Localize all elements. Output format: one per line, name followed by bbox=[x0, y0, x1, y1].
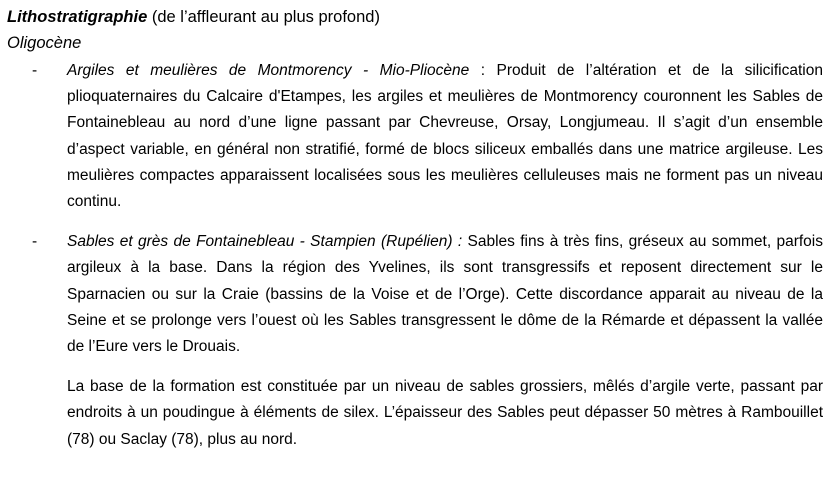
heading-subtitle: (de l’affleurant au plus profond) bbox=[147, 8, 380, 26]
section-heading bbox=[7, 4, 823, 30]
list-item-text: : Produit de l’altération et de la silicification plioquaternaires du Calcaire d'Etampes, les argiles et meulières de Montmorency couronnent les Sables de Fontainebleau au nord d’une ligne passant par Chevreuse, Orsay, Longjumeau. Il s’agit d’un ensemble d’aspect variable, en général non stratifié, formé de blocs siliceux emballés dans une matrice argileuse. Les meulières compactes apparaissent localisées sous les meulières celluleuses mais ne forment pas un niveau continu. bbox=[67, 62, 823, 211]
list-item-paragraph bbox=[67, 229, 823, 360]
list-item-paragraph bbox=[67, 58, 823, 215]
list-item-text: Sables fins à très fins, gréseux au sommet, parfois argileux à la base. Dans la région des Yvelines, ils sont transgressifs et reposent directement sur le Sparnacien ou sur la Craie (bassins de la Voise et de l’Orge). Cette discordance apparait au niveau de la Seine et se prolonge vers l’ouest où les Sables transgressent le dôme de la Rémarde et dépassent la vallée de l’Eure vers le Drouais. bbox=[67, 233, 823, 356]
list-item bbox=[7, 58, 823, 215]
document-page bbox=[7, 4, 823, 453]
list-item bbox=[7, 229, 823, 360]
continuation-block bbox=[7, 374, 823, 453]
period-label: Oligocène bbox=[7, 34, 82, 52]
continuation-paragraph: La base de la formation est constituée par un niveau de sables grossiers, mêlés d’argile verte, passant par endroits à un poudingue à éléments de silex. L’épaisseur des Sables peut dépasser 50 mètres à Rambouillet (78) ou Saclay (78), plus au nord. bbox=[67, 378, 823, 448]
list-item-term: Argiles et meulières de Montmorency - Mio-Pliocène bbox=[67, 62, 470, 79]
list-bullet: - bbox=[32, 233, 38, 251]
list-item-term: Sables et grès de Fontainebleau - Stampien (Rupélien) : bbox=[67, 233, 463, 251]
heading-title: Lithostratigraphie bbox=[7, 8, 148, 26]
list-bullet: - bbox=[32, 62, 38, 79]
